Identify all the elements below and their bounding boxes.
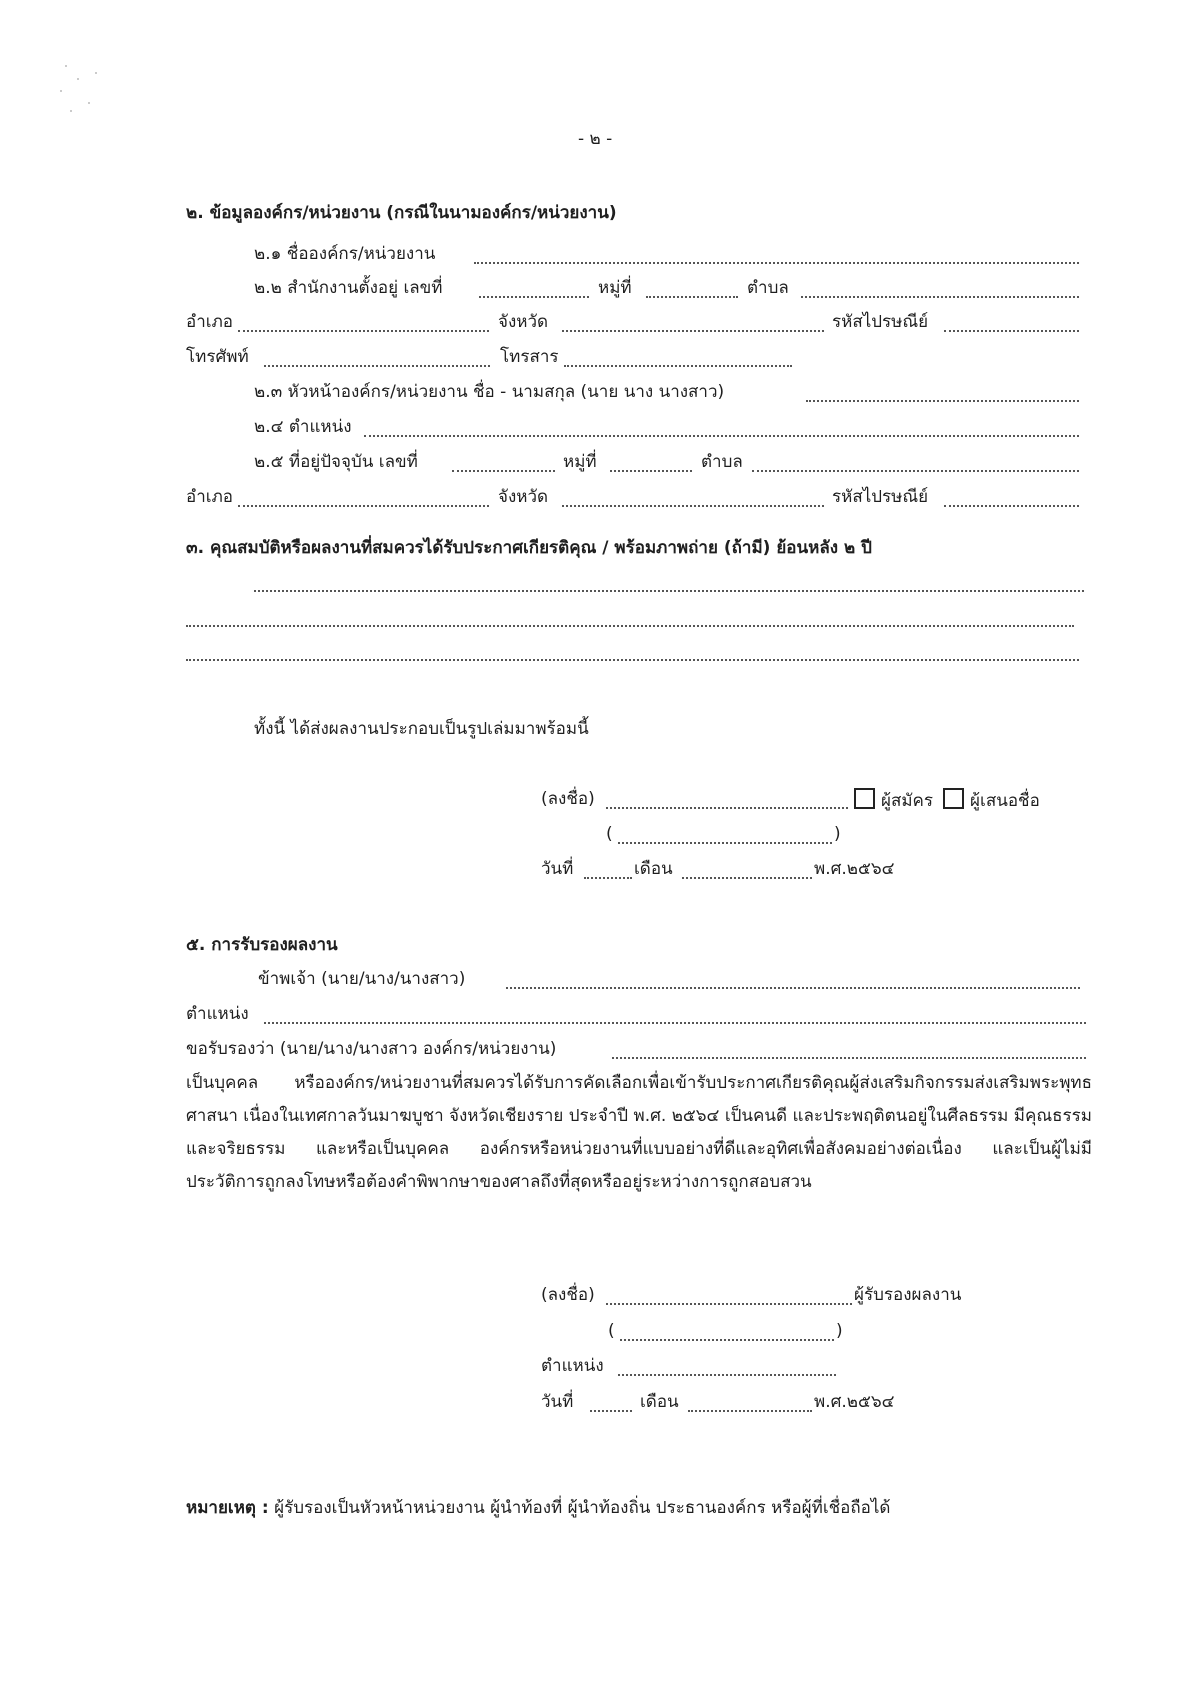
certifier-name-field[interactable] xyxy=(620,1339,834,1341)
current-moo-label: หมู่ที่ xyxy=(563,452,597,472)
org-name-label: ๒.๑ ชื่อองค์กร/หน่วยงาน xyxy=(254,244,436,264)
phone-label: โทรศัพท์ xyxy=(186,347,249,367)
current-amphoe-label: อำเภอ xyxy=(186,487,233,507)
applicant-checkbox[interactable] xyxy=(854,788,875,809)
head-name-label: ๒.๓ หัวหน้าองค์กร/หน่วยงาน ชื่อ - นามสกุล (นาย นาง นางสาว) xyxy=(254,382,725,402)
office-amphoe-field[interactable] xyxy=(238,330,489,332)
applicant-paren-open: ( xyxy=(606,824,613,844)
certifier-month-label: เดือน xyxy=(640,1392,679,1412)
head-name-field[interactable] xyxy=(806,400,1079,402)
phone-field[interactable] xyxy=(264,365,490,367)
current-moo-field[interactable] xyxy=(610,470,692,472)
certifier-day-field[interactable] xyxy=(590,1410,632,1412)
applicant-date-label: วันที่ xyxy=(541,859,574,879)
certifier-position-field[interactable] xyxy=(618,1374,836,1376)
fax-field[interactable] xyxy=(564,365,792,367)
office-province-label: จังหวัด xyxy=(498,312,549,332)
head-position-label: ๒.๔ ตำแหน่ง xyxy=(254,417,352,437)
section5-heading: ๕. การรับรองผลงาน xyxy=(186,935,338,955)
applicant-day-field[interactable] xyxy=(584,877,632,879)
applicant-option-label: ผู้สมัคร xyxy=(881,791,934,811)
certifier-position-label: ตำแหน่ง xyxy=(541,1356,604,1376)
qualification-line-2[interactable] xyxy=(186,625,1074,627)
current-tambon-field[interactable] xyxy=(752,470,1079,472)
nominator-checkbox[interactable] xyxy=(943,788,964,809)
applicant-paren-close: ) xyxy=(834,824,841,844)
certifier-sign-field[interactable] xyxy=(606,1303,852,1305)
nominator-option-label: ผู้เสนอชื่อ xyxy=(970,791,1040,811)
declarant-name-field[interactable] xyxy=(506,987,1080,989)
org-name-field[interactable] xyxy=(474,262,1079,264)
current-province-label: จังหวัด xyxy=(498,487,549,507)
current-address-label: ๒.๕ ที่อยู่ปัจจุบัน เลขที่ xyxy=(254,452,418,472)
section3-heading: ๓. คุณสมบัติหรือผลงานที่สมควรได้รับประกาศเกียรติคุณ / พร้อมภาพถ่าย (ถ้ามี) ย้อนหลัง ๒ ปี xyxy=(186,538,872,558)
qualification-line-3[interactable] xyxy=(186,659,1079,661)
role-options xyxy=(850,788,1040,812)
certify-label: ขอรับรองว่า (นาย/นาง/นางสาว องค์กร/หน่วยงาน) xyxy=(186,1039,557,1059)
qualification-line-1[interactable] xyxy=(254,590,1084,592)
certification-paragraph: เป็นบุคคล หรือองค์กร/หน่วยงานที่สมควรได้รับการคัดเลือกเพื่อเข้ารับประกาศเกียรติคุณผู้ส่งเสริมกิจกรรมส่งเสริมพระพุทธศาสนา เนื่องในเทศกาลวันมาฆบูชา จังหวัดเชียงราย ประจำปี พ.ศ. ๒๕๖๔ เป็นคนดี และประพฤติตนอยู่ในศีลธรรม มีคุณธรรมและจริยธรรม และหรือเป็นบุคคล องค์กรหรือหน่วยงานที่แบบอย่างที่ดีและอุทิศเพื่อสังคมอย่างต่อเนื่อง และเป็นผู้ไม่มีประวัติการถูกลงโทษหรือต้องคำพิพากษาของศาลถึงที่สุดหรืออยู่ระหว่างการถูกสอบสวน xyxy=(186,1073,1092,1192)
applicant-month-label: เดือน xyxy=(634,859,673,879)
current-tambon-label: ตำบล xyxy=(701,452,743,472)
remark-label: หมายเหตุ : xyxy=(186,1498,269,1518)
certifier-role: ผู้รับรองผลงาน xyxy=(854,1285,962,1305)
current-postcode-label: รหัสไปรษณีย์ xyxy=(832,487,929,507)
office-province-field[interactable] xyxy=(562,330,824,332)
certifier-month-field[interactable] xyxy=(688,1410,812,1412)
current-number-field[interactable] xyxy=(452,470,555,472)
section2-heading: ๒. ข้อมูลองค์กร/หน่วยงาน (กรณีในนามองค์กร/หน่วยงาน) xyxy=(186,203,617,223)
certifier-year: พ.ศ.๒๕๖๔ xyxy=(814,1392,895,1412)
office-tambon-label: ตำบล xyxy=(747,278,789,298)
certifier-date-label: วันที่ xyxy=(541,1392,574,1412)
current-postcode-field[interactable] xyxy=(944,505,1079,507)
office-moo-field[interactable] xyxy=(646,296,738,298)
office-postcode-field[interactable] xyxy=(944,330,1079,332)
office-number-field[interactable] xyxy=(479,296,589,298)
applicant-sign-label: (ลงชื่อ) xyxy=(541,789,595,809)
declarant-position-field[interactable] xyxy=(264,1022,1086,1024)
attachment-note: ทั้งนี้ ได้ส่งผลงานประกอบเป็นรูปเล่มมาพร้อมนี้ xyxy=(254,719,589,739)
remark xyxy=(186,1497,890,1519)
head-position-field[interactable] xyxy=(364,435,1079,437)
office-address-label: ๒.๒ สำนักงานตั้งอยู่ เลขที่ xyxy=(254,278,443,298)
applicant-year: พ.ศ.๒๕๖๔ xyxy=(814,859,895,879)
applicant-name-field[interactable] xyxy=(618,842,832,844)
current-province-field[interactable] xyxy=(562,505,824,507)
office-tambon-field[interactable] xyxy=(801,296,1079,298)
current-amphoe-field[interactable] xyxy=(238,505,489,507)
office-postcode-label: รหัสไปรษณีย์ xyxy=(832,312,929,332)
declarant-position-label: ตำแหน่ง xyxy=(186,1004,249,1024)
applicant-month-field[interactable] xyxy=(682,877,812,879)
remark-text: ผู้รับรองเป็นหัวหน้าหน่วยงาน ผู้นำท้องที่ ผู้นำท้องถิ่น ประธานองค์กร หรือผู้ที่เชื่อถือได้ xyxy=(274,1498,891,1518)
certifier-sign-label: (ลงชื่อ) xyxy=(541,1285,595,1305)
office-amphoe-label: อำเภอ xyxy=(186,312,233,332)
certifier-paren-open: ( xyxy=(608,1321,615,1341)
office-moo-label: หมู่ที่ xyxy=(598,278,632,298)
applicant-sign-field[interactable] xyxy=(606,807,848,809)
declarant-label: ข้าพเจ้า (นาย/นาง/นางสาว) xyxy=(258,969,466,989)
fax-label: โทรสาร xyxy=(500,347,559,367)
page-number: - ๒ - xyxy=(578,129,613,149)
scan-noise xyxy=(55,60,125,140)
certify-name-field[interactable] xyxy=(612,1057,1086,1059)
certifier-paren-close: ) xyxy=(836,1321,843,1341)
